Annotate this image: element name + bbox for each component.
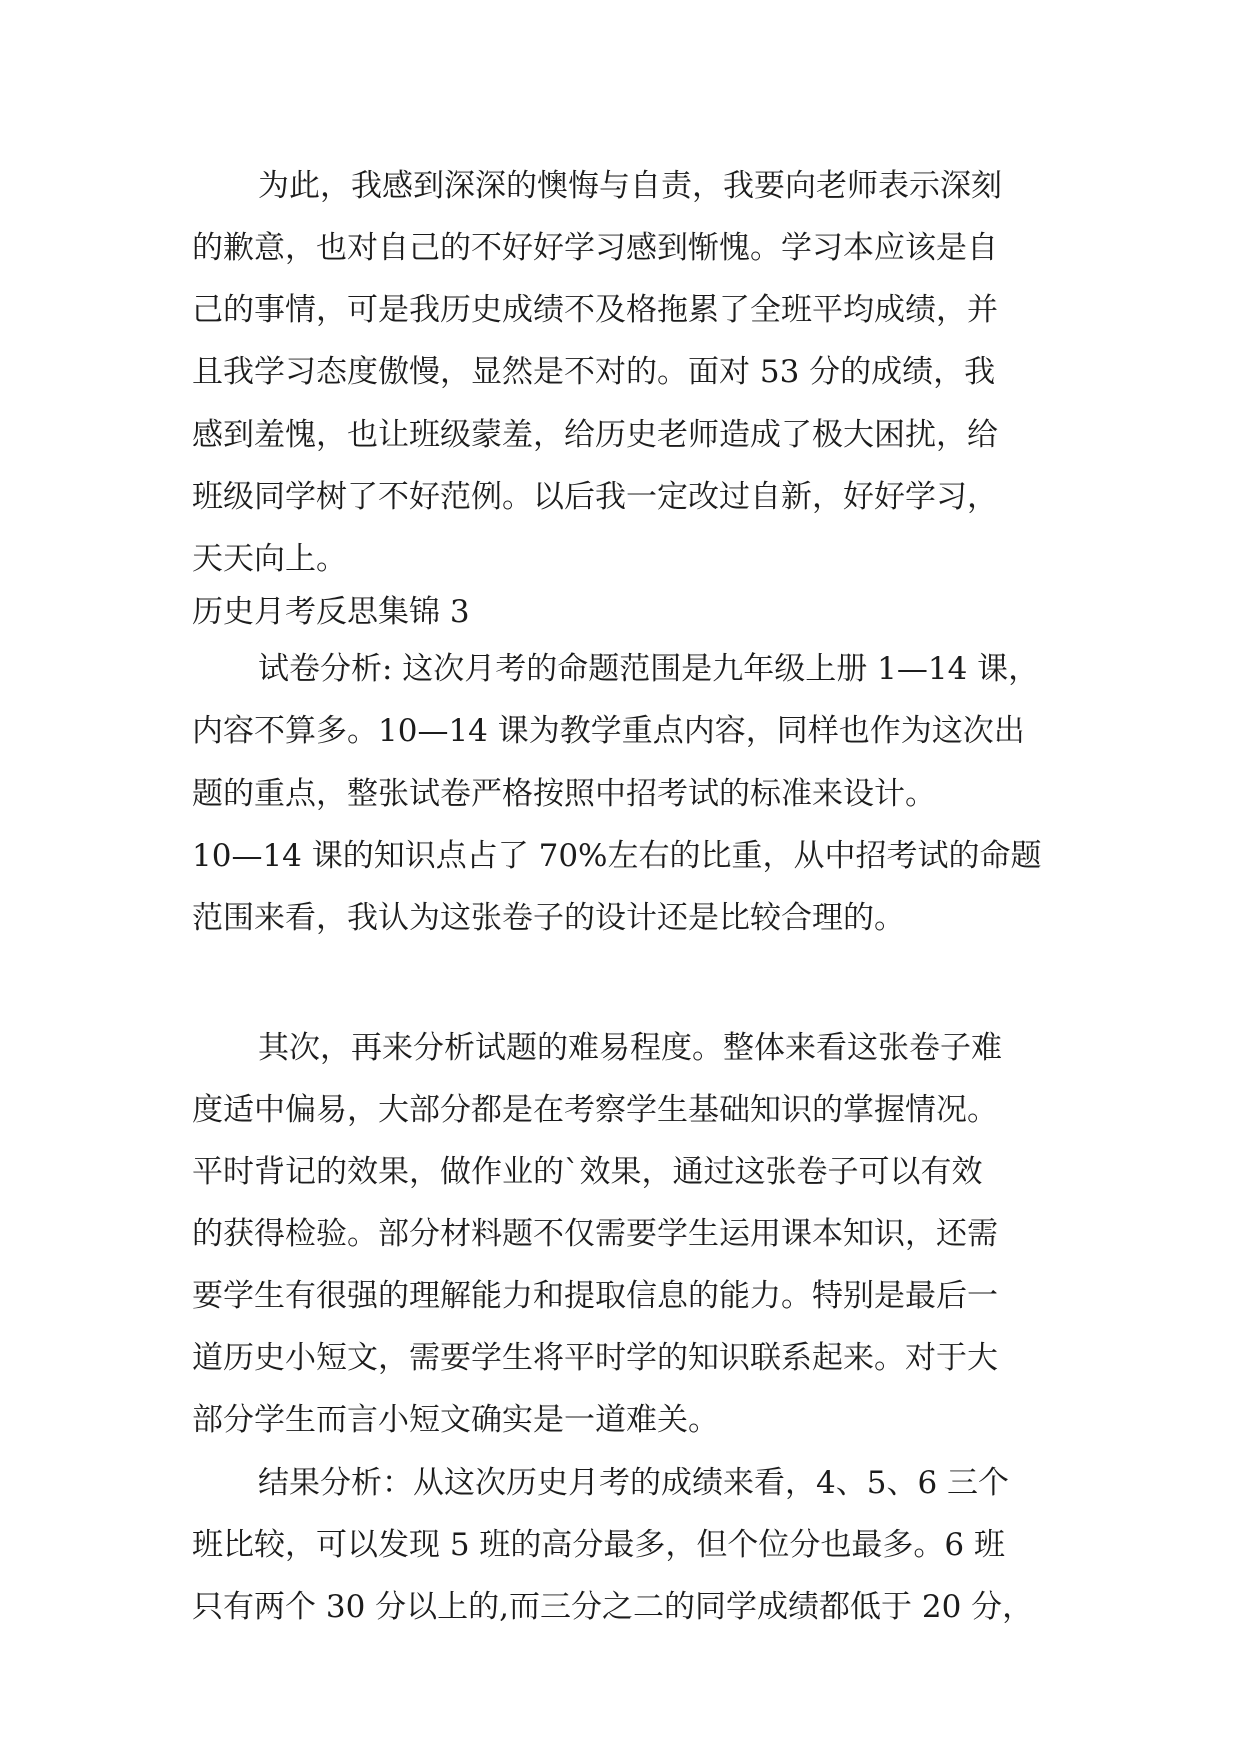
- paragraph-line: [0, 1513, 1241, 1577]
- line-text: 感到羞愧，也让班级蒙羞，给历史老师造成了极大困扰，给: [192, 417, 998, 453]
- paragraph-line: [0, 1078, 1241, 1142]
- paragraph-line: [0, 1326, 1241, 1390]
- paragraph-line: [0, 886, 1241, 950]
- paragraph-line: [0, 699, 1241, 763]
- paragraph-line: [0, 824, 1241, 888]
- paragraph-line: [0, 1451, 1241, 1515]
- paragraph-line: [0, 1264, 1241, 1328]
- line-text: 为此，我感到深深的懊悔与自责，我要向老师表示深刻: [258, 168, 1002, 204]
- line-text: 班级同学树了不好范例。以后我一定改过自新，好好学习，: [192, 479, 998, 515]
- paragraph-line: [0, 1202, 1241, 1266]
- line-text: 己的事情，可是我历史成绩不及格拖累了全班平均成绩，并: [192, 292, 998, 328]
- line-text: 度适中偏易，大部分都是在考察学生基础知识的掌握情况。: [192, 1092, 998, 1128]
- line-text: 题的重点，整张试卷严格按照中招考试的标准来设计。: [192, 776, 936, 812]
- paragraph-line: [0, 637, 1241, 701]
- line-text: 的歉意，也对自己的不好好学习感到惭愧。学习本应该是自: [192, 230, 998, 266]
- paragraph-line: [0, 278, 1241, 342]
- line-text: 试卷分析: 这次月考的命题范围是九年级上册 1—14 课，: [258, 651, 1040, 687]
- line-text: 要学生有很强的理解能力和提取信息的能力。特别是最后一: [192, 1278, 998, 1314]
- line-text: 天天向上。: [192, 541, 347, 577]
- section-heading: [0, 580, 1241, 644]
- paragraph-line: [0, 1140, 1241, 1204]
- paragraph-line: [0, 1575, 1241, 1639]
- paragraph-line: [0, 1016, 1241, 1080]
- heading-text: 历史月考反思集锦 3: [192, 594, 470, 630]
- paragraph-line: [0, 762, 1241, 826]
- line-text: 班比较，可以发现 5 班的高分最多，但个位分也最多。6 班: [192, 1527, 1006, 1563]
- line-text: 10—14 课的知识点占了 70%左右的比重，从中招考试的命题: [192, 838, 1042, 874]
- paragraph-line: [0, 403, 1241, 467]
- line-text: 的获得检验。部分材料题不仅需要学生运用课本知识，还需: [192, 1216, 998, 1252]
- line-text: 内容不算多。10—14 课为教学重点内容，同样也作为这次出: [192, 713, 1025, 749]
- line-text: 其次，再来分析试题的难易程度。整体来看这张卷子难: [258, 1030, 1002, 1066]
- paragraph-line: [0, 465, 1241, 529]
- line-text: 且我学习态度傲慢，显然是不对的。面对 53 分的成绩，我: [192, 354, 996, 390]
- line-text: 结果分析：从这次历史月考的成绩来看，4、5、6 三个: [258, 1465, 1010, 1501]
- paragraph-line: [0, 340, 1241, 404]
- line-text: 平时背记的效果，做作业的`效果，通过这张卷子可以有效: [192, 1154, 983, 1190]
- line-text: 道历史小短文，需要学生将平时学的知识联系起来。对于大: [192, 1340, 998, 1376]
- paragraph-line: [0, 216, 1241, 280]
- line-text: 范围来看，我认为这张卷子的设计还是比较合理的。: [192, 900, 905, 936]
- line-text: 部分学生而言小短文确实是一道难关。: [192, 1402, 719, 1438]
- paragraph-line: [0, 154, 1241, 218]
- line-text: 只有两个 30 分以上的,而三分之二的同学成绩都低于 20 分，: [192, 1589, 1034, 1625]
- paragraph-line: [0, 1388, 1241, 1452]
